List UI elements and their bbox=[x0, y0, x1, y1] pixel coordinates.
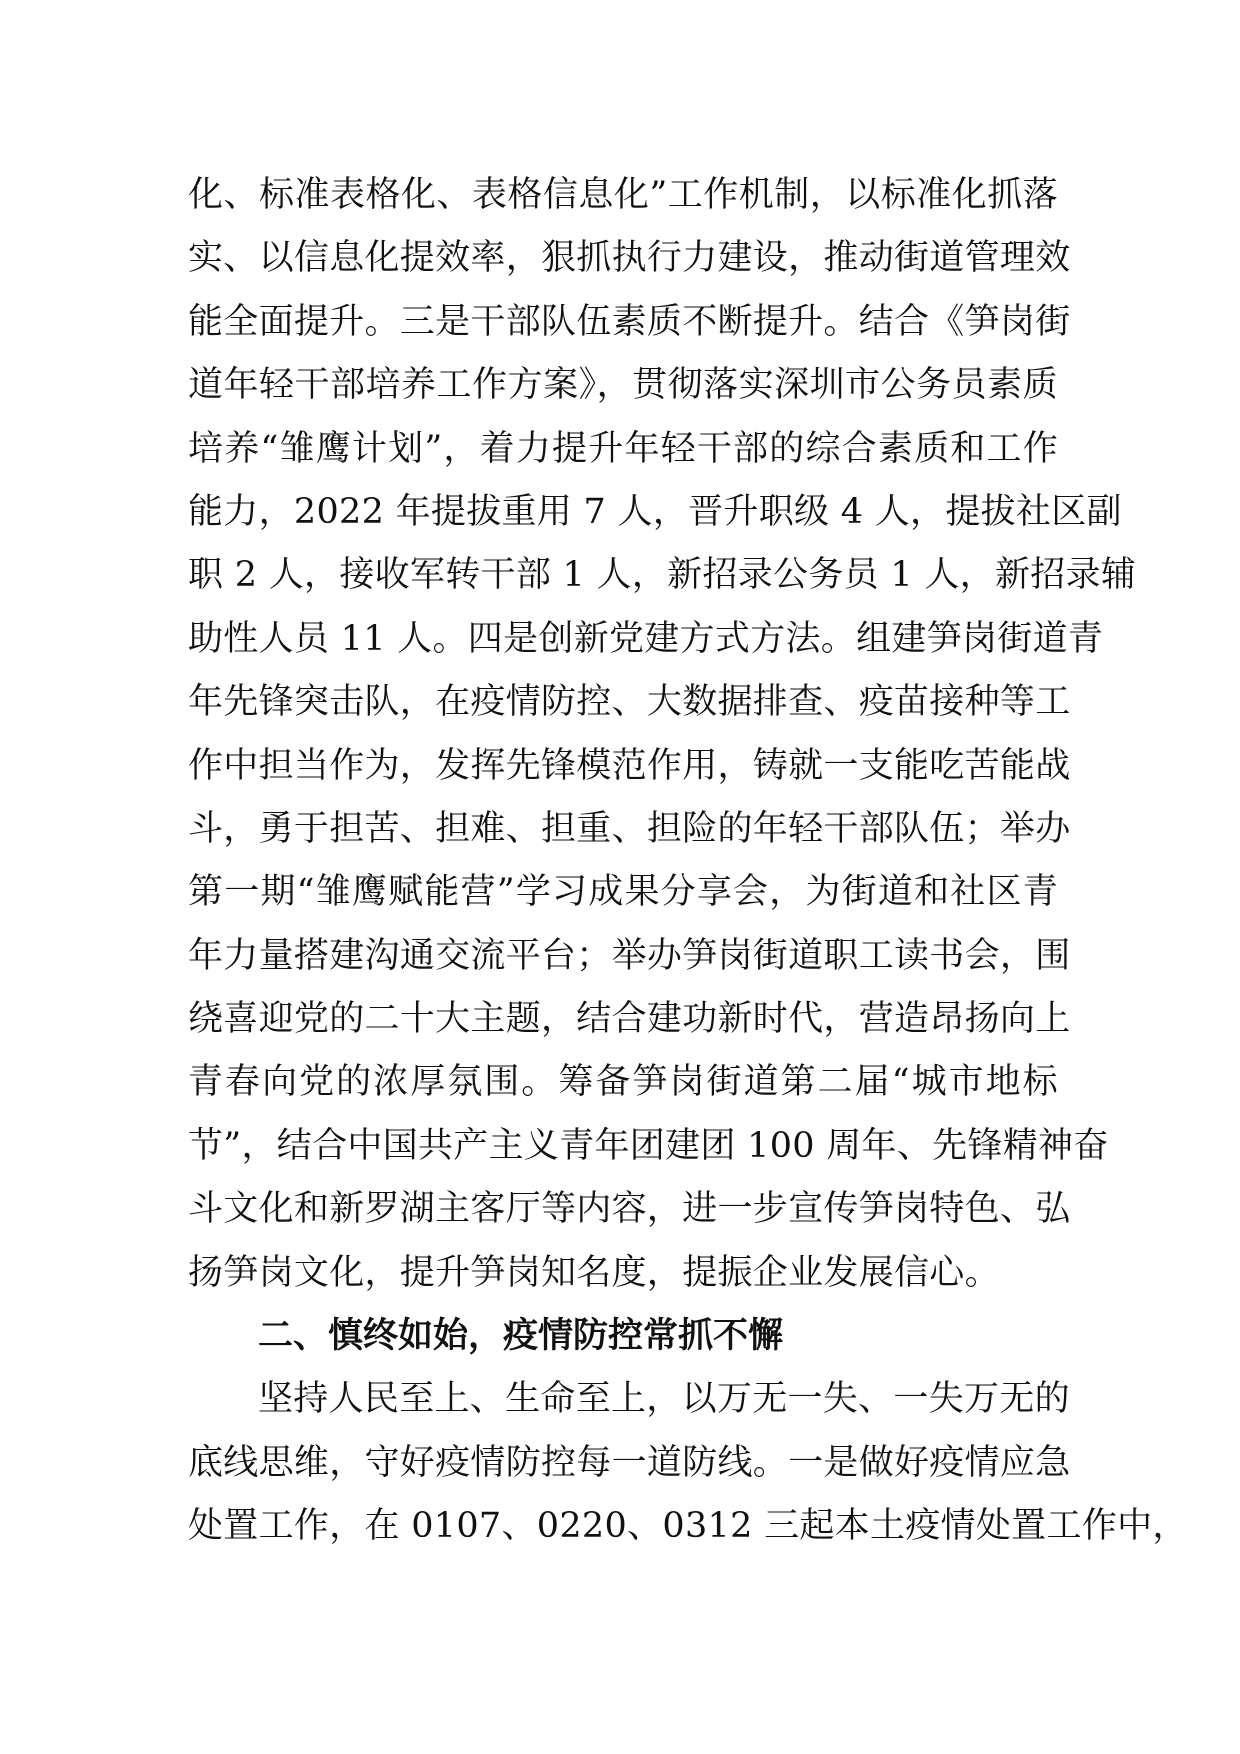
paragraph-line: 年力量搭建沟通交流平台；举办笋岗街道职工读书会，围 bbox=[188, 935, 1071, 976]
paragraph-1 bbox=[188, 164, 1137, 1305]
paragraph-line: 斗，勇于担苦、担难、担重、担险的年轻干部队伍；举办 bbox=[188, 808, 1071, 849]
paragraph-line: 节”，结合中国共产主义青年团建团 100 周年、先锋精神奋 bbox=[188, 1125, 1109, 1166]
paragraph-line: 能全面提升。三是干部队伍素质不断提升。结合《笋岗街 bbox=[188, 301, 1071, 342]
paragraph-line: 青春向党的浓厚氛围。筹备笋岗街道第二届“城市地标 bbox=[188, 1062, 1058, 1103]
paragraph-line: 作中担当作为，发挥先锋模范作用，铸就一支能吃苦能战 bbox=[188, 745, 1071, 786]
paragraph-line: 第一期“雏鹰赋能营”学习成果分享会，为街道和社区青 bbox=[188, 872, 1058, 913]
paragraph-line: 年先锋突击队，在疫情防控、大数据排查、疫苗接种等工 bbox=[188, 682, 1071, 723]
paragraph-line: 培养“雏鹰计划”，着力提升年轻干部的综合素质和工作 bbox=[188, 428, 1058, 469]
paragraph-line: 坚持人民至上、生命至上，以万无一失、一失万无的 bbox=[258, 1379, 1070, 1420]
paragraph-line: 扬笋岗文化，提升笋岗知名度，提振企业发展信心。 bbox=[188, 1252, 1000, 1293]
paragraph-line: 职 2 人，接收军转干部 1 人，新招录公务员 1 人，新招录辅 bbox=[188, 555, 1137, 596]
paragraph-line: 实、以信息化提效率，狠抓执行力建设，推动街道管理效 bbox=[188, 238, 1071, 279]
paragraph-line: 处置工作，在 0107、0220、0312 三起本土疫情处置工作中， bbox=[188, 1506, 1188, 1547]
paragraph-line: 化、标准表格化、表格信息化”工作机制，以标准化抓落 bbox=[188, 175, 1058, 215]
paragraph-line: 助性人员 11 人。四是创新党建方式方法。组建笋岗街道青 bbox=[188, 618, 1104, 659]
paragraph-line: 斗文化和新罗湖主客厅等内容，进一步宣传笋岗特色、弘 bbox=[188, 1189, 1071, 1230]
section-heading: 二、慎终如始，疫情防控常抓不懈 bbox=[258, 1316, 784, 1357]
paragraph-2 bbox=[188, 1368, 1188, 1558]
document-body bbox=[188, 164, 1188, 1559]
paragraph-line: 底线思维，守好疫情防控每一道防线。一是做好疫情应急 bbox=[188, 1442, 1071, 1483]
paragraph-line: 能力，2022 年提拔重用 7 人，晋升职级 4 人，提拔社区副 bbox=[188, 491, 1122, 532]
paragraph-line: 绕喜迎党的二十大主题，结合建功新时代，营造昂扬向上 bbox=[188, 999, 1071, 1040]
paragraph-line: 道年轻干部培养工作方案》，贯彻落实深圳市公务员素质 bbox=[188, 365, 1058, 406]
